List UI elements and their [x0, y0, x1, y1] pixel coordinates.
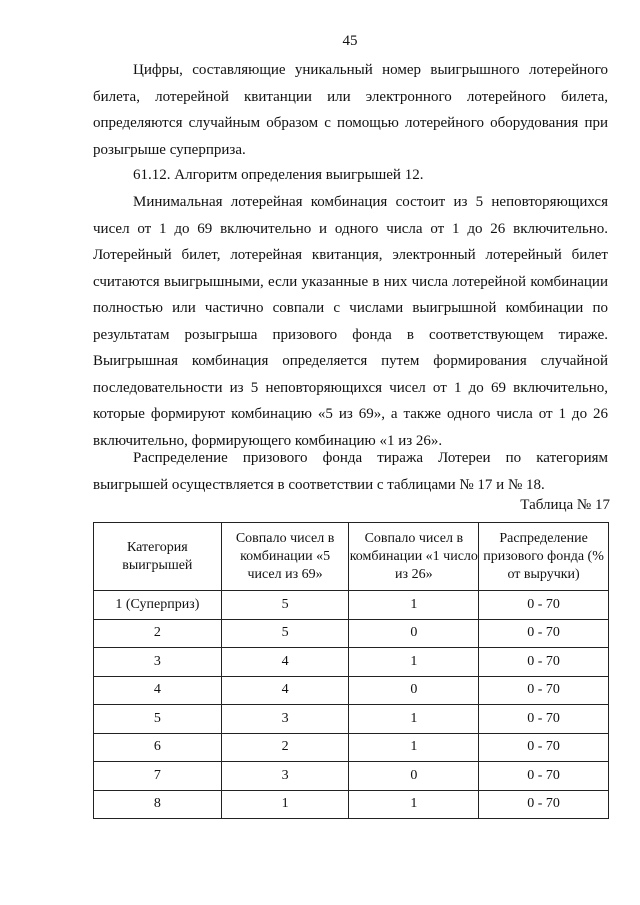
- table-row: [94, 676, 609, 705]
- paragraph-combination-rules: Минимальная лотерейная комбинация состоит из 5 неповторяющихся чисел от 1 до 69 включительно и одного числа от 1 до 26 включительно. Лотерейный билет, лотерейная квитанция, электронный лотерейный билет считаются выигрышными, если указанные в них числа лотерейной комбинации полностью или частично совпали с числами выигрышной комбинации по результатам розыгрыша призового фонда в соответствующем тираже. Выигрышная комбинация определяется путем формирования случайной последовательности из 5 неповторяющихся чисел от 1 до 69 включительно, которые формируют комбинацию «5 из 69», а также одного числа от 1 до 26 включительно, формирующего комбинацию «1 из 26».: [93, 194, 608, 449]
- prize-distribution-table: [93, 522, 609, 819]
- cell-match-5-of-69: 5: [221, 591, 349, 620]
- header-match-5-of-69: Совпало чисел в комбинации «5 чисел из 69»: [221, 523, 349, 591]
- cell-prize-share: 0 - 70: [479, 705, 609, 734]
- cell-category: 2: [94, 619, 222, 648]
- paragraph-prize-distribution: Распределение призового фонда тиража Лотереи по категориям выигрышей осуществляется в соответствии с таблицами № 17 и № 18.: [93, 450, 608, 493]
- cell-match-5-of-69: 4: [221, 648, 349, 677]
- table-row: [94, 591, 609, 620]
- section-heading-61-12: 61.12. Алгоритм определения выигрышей 12.: [133, 167, 424, 183]
- cell-match-1-of-26: 1: [349, 733, 479, 762]
- cell-match-5-of-69: 3: [221, 762, 349, 791]
- cell-prize-share: 0 - 70: [479, 676, 609, 705]
- cell-category: 4: [94, 676, 222, 705]
- table-header-row: [94, 523, 609, 591]
- table-row: [94, 648, 609, 677]
- cell-prize-share: 0 - 70: [479, 648, 609, 677]
- cell-match-1-of-26: 1: [349, 591, 479, 620]
- cell-match-5-of-69: 5: [221, 619, 349, 648]
- cell-prize-share: 0 - 70: [479, 762, 609, 791]
- cell-prize-share: 0 - 70: [479, 733, 609, 762]
- cell-match-5-of-69: 3: [221, 705, 349, 734]
- cell-match-5-of-69: 1: [221, 790, 349, 819]
- cell-prize-share: 0 - 70: [479, 591, 609, 620]
- table-row: [94, 619, 609, 648]
- table-row: [94, 705, 609, 734]
- cell-match-1-of-26: 1: [349, 790, 479, 819]
- table-caption: Таблица № 17: [520, 497, 610, 513]
- cell-match-1-of-26: 1: [349, 705, 479, 734]
- header-category: Категория выигрышей: [94, 523, 222, 591]
- table-row: [94, 762, 609, 791]
- cell-category: 7: [94, 762, 222, 791]
- table-row: [94, 733, 609, 762]
- table-row: [94, 790, 609, 819]
- cell-match-1-of-26: 0: [349, 676, 479, 705]
- cell-match-5-of-69: 2: [221, 733, 349, 762]
- cell-category: 5: [94, 705, 222, 734]
- cell-match-1-of-26: 0: [349, 762, 479, 791]
- cell-category: 6: [94, 733, 222, 762]
- cell-category: 1 (Суперприз): [94, 591, 222, 620]
- cell-category: 3: [94, 648, 222, 677]
- page-number: 45: [342, 33, 358, 49]
- header-match-1-of-26: Совпало чисел в комбинации «1 число из 26»: [349, 523, 479, 591]
- cell-match-1-of-26: 0: [349, 619, 479, 648]
- cell-category: 8: [94, 790, 222, 819]
- cell-match-5-of-69: 4: [221, 676, 349, 705]
- header-prize-share: Распределение призового фонда (% от выручки): [479, 523, 609, 591]
- paragraph-superprize-number: Цифры, составляющие уникальный номер выигрышного лотерейного билета, лотерейной квитанции или электронного лотерейного билета, определяются случайным образом с помощью лотерейного оборудования при розыгрыше суперприза.: [93, 62, 608, 158]
- cell-match-1-of-26: 1: [349, 648, 479, 677]
- cell-prize-share: 0 - 70: [479, 790, 609, 819]
- cell-prize-share: 0 - 70: [479, 619, 609, 648]
